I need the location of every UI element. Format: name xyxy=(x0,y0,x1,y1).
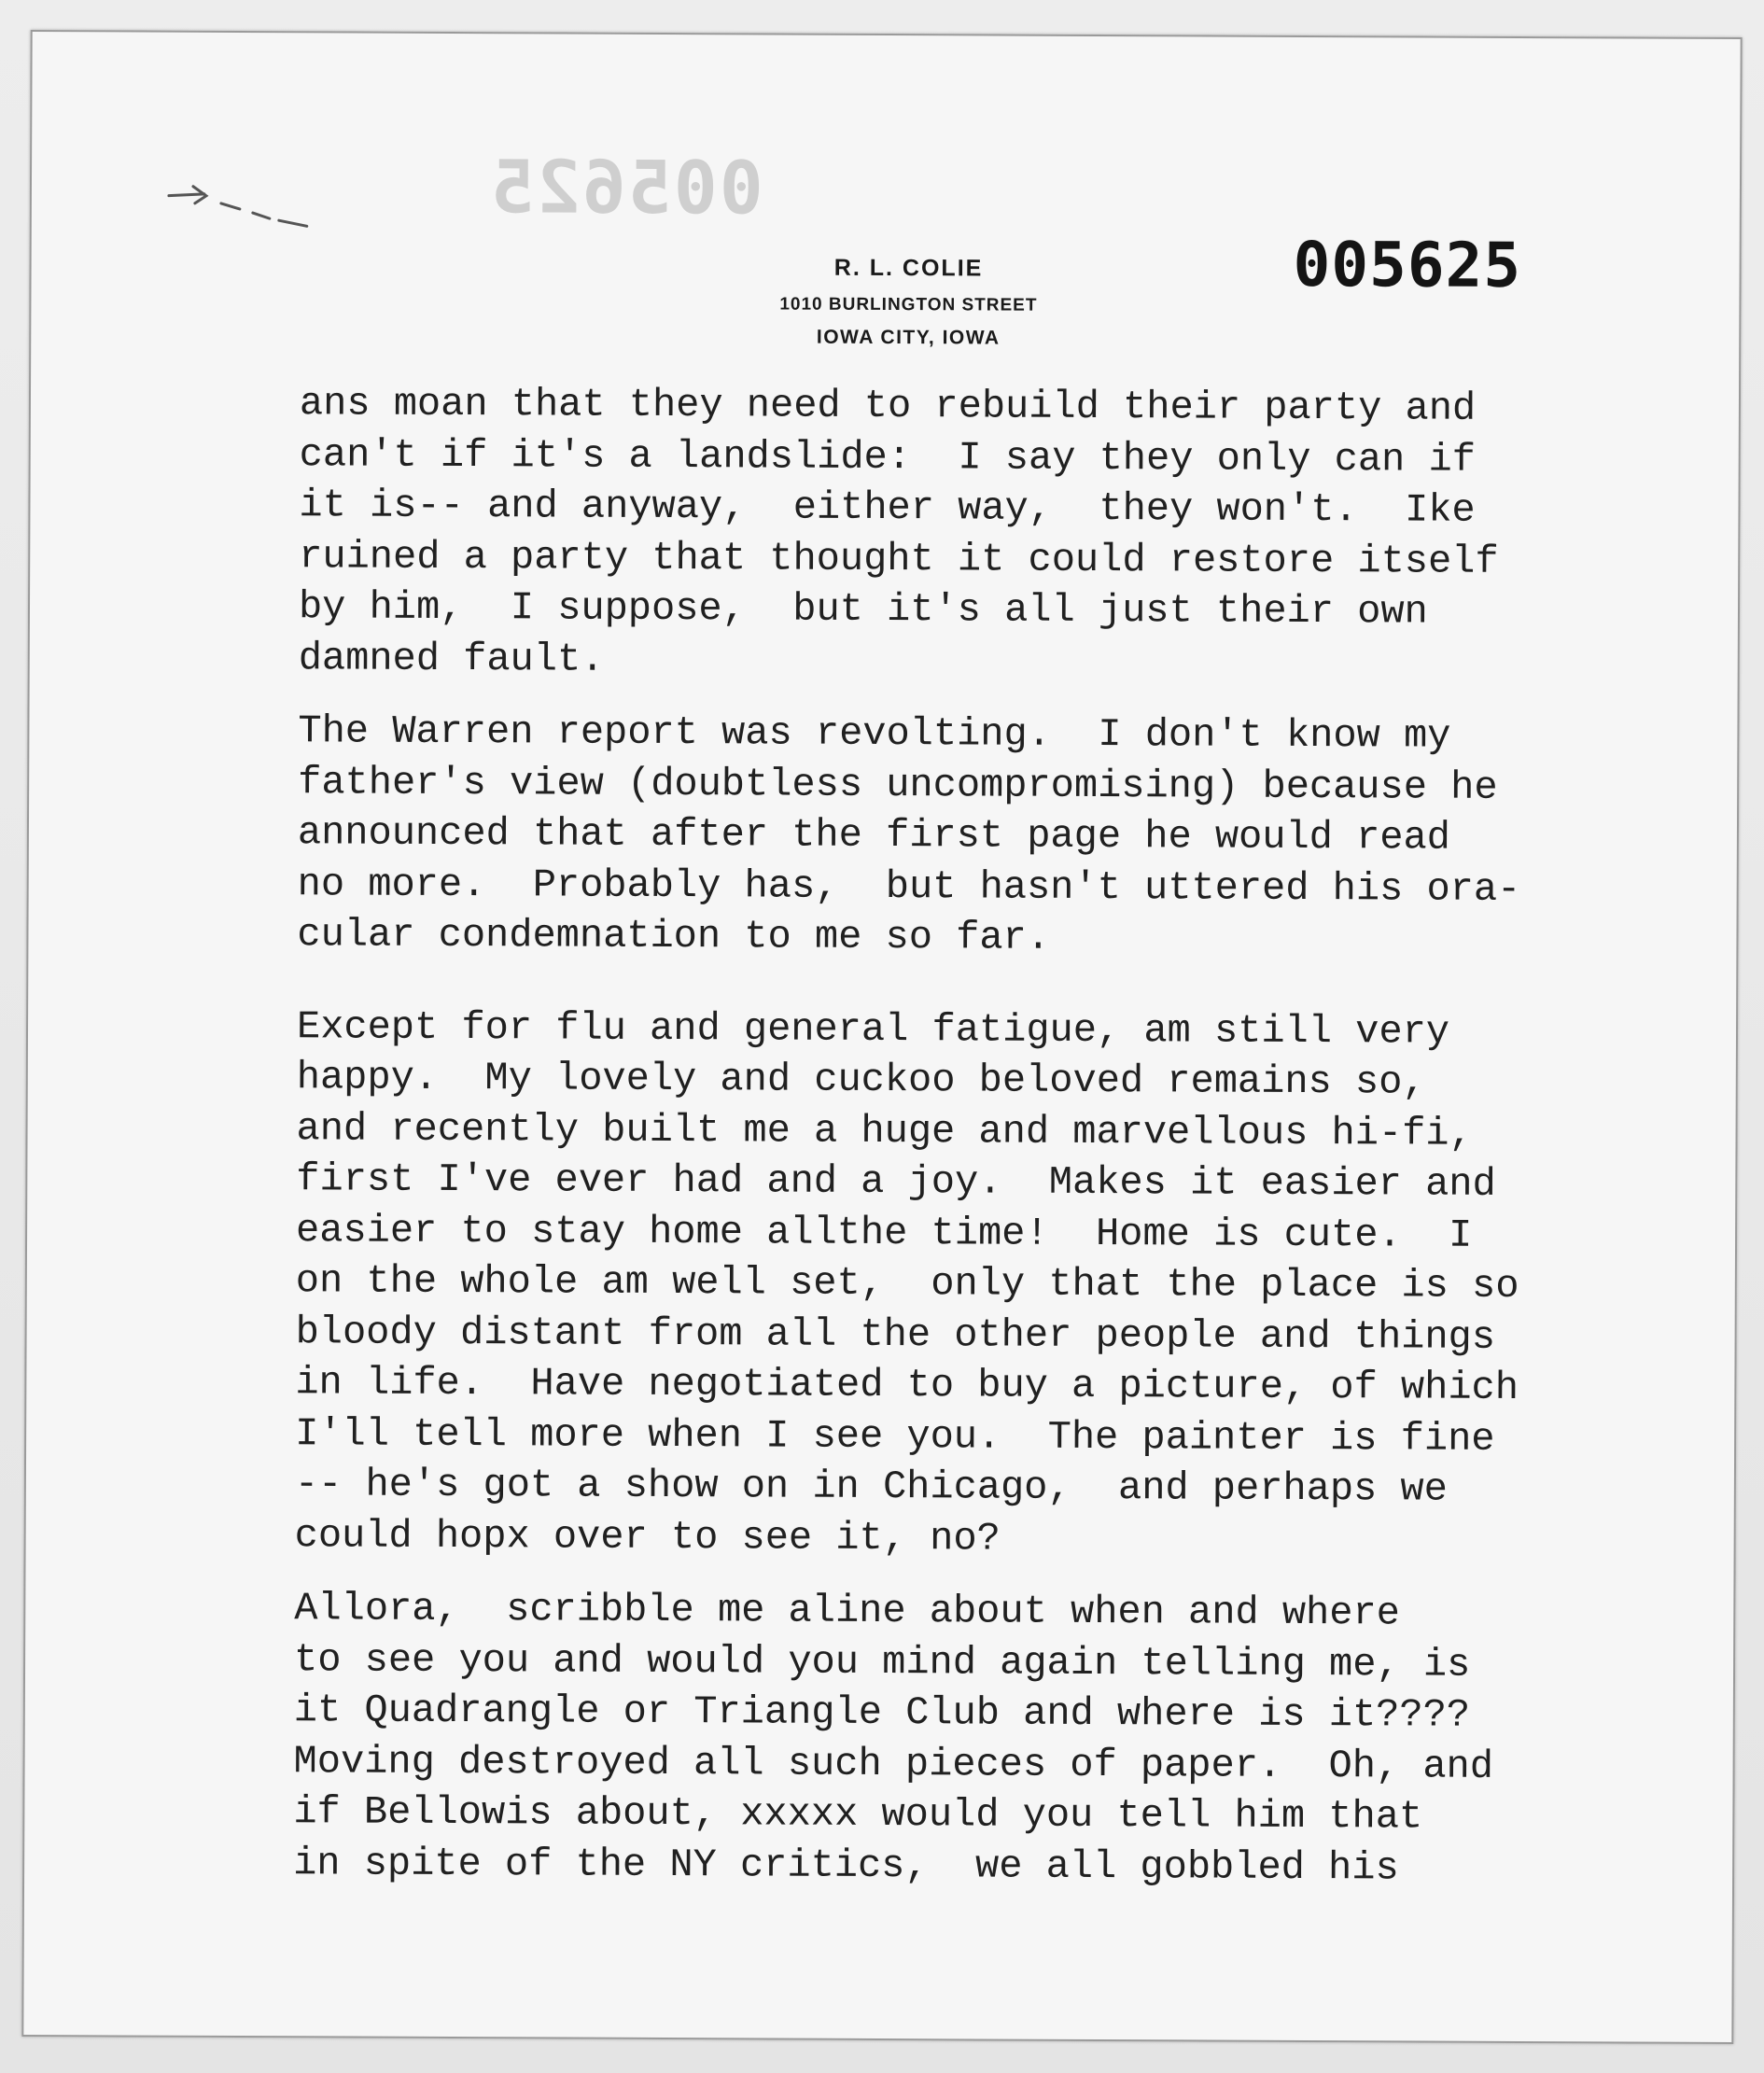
text-line: bloody distant from all the other people and things xyxy=(295,1309,1496,1360)
text-line: cular condemnation to me so far. xyxy=(297,912,1051,960)
text-line: can't if it's a landslide: I say they only can if xyxy=(299,431,1477,483)
bleed-through-number: 005625 xyxy=(488,146,763,231)
text-line: and recently built me a huge and marvellous hi-fi, xyxy=(296,1105,1473,1156)
text-line: it Quadrangle or Triangle Club and where is it???? xyxy=(293,1688,1471,1738)
text-line: -- he's got a show on in Chicago, and perhaps we xyxy=(294,1462,1449,1512)
text-line: happy. My lovely and cuckoo beloved remains so, xyxy=(296,1055,1426,1105)
text-line: in spite of the NY critics, we all gobbled his xyxy=(293,1840,1399,1890)
document-number-stamp: 005625 xyxy=(1293,228,1522,301)
text-line: Allora, scribble me aline about when and where xyxy=(294,1586,1401,1636)
text-line: could hopx over to see it, no? xyxy=(294,1512,1001,1562)
letterhead xyxy=(703,254,1113,350)
text-line: in life. Have negotiated to buy a picture, of which xyxy=(295,1360,1519,1410)
letterhead-street: 1010 BURLINGTON STREET xyxy=(779,294,1038,315)
text-line: no more. Probably has, but hasn't uttered his ora- xyxy=(297,861,1521,912)
letterhead-city: IOWA CITY, IOWA xyxy=(816,326,1001,349)
pen-mark xyxy=(167,177,316,234)
text-line: The Warren report was revolting. I don't know my xyxy=(298,708,1451,759)
text-line: to see you and would you mind again telling me, is xyxy=(293,1636,1471,1688)
text-line: father's view (doubtless uncompromising) because he xyxy=(298,759,1498,810)
text-line: on the whole am well set, only that the place is so xyxy=(295,1258,1519,1309)
text-line: Except for flu and general fatigue, am still very xyxy=(296,1003,1450,1055)
text-line: it is-- and anyway, either way, they won't. Ike xyxy=(299,483,1476,533)
letterhead-name: R. L. COLIE xyxy=(833,254,984,282)
text-line: by him, I suppose, but it's all just their own xyxy=(298,584,1428,635)
paragraph-2 xyxy=(297,706,1754,966)
text-line: I'll tell more when I see you. The painter is fine xyxy=(295,1410,1495,1462)
letter-body xyxy=(293,378,1756,1917)
paragraph-3 xyxy=(295,1001,1754,1567)
text-line: first I've ever had and a joy. Makes it easier and xyxy=(296,1156,1496,1207)
text-line: easier to stay home allthe time! Home is cute. I xyxy=(295,1207,1473,1258)
text-line: Moving destroyed all such pieces of paper. Oh, and xyxy=(293,1738,1494,1789)
paragraph-4 xyxy=(293,1583,1750,1895)
text-line: ruined a party that thought it could restore itself xyxy=(299,533,1499,584)
text-line: ans moan that they need to rebuild their party and xyxy=(299,381,1477,431)
paragraph-1 xyxy=(299,378,1756,690)
text-line: announced that after the first page he would read xyxy=(297,810,1451,861)
letter-page xyxy=(21,30,1742,2044)
text-line: if Bellowis about, xxxxx would you tell him that xyxy=(293,1789,1423,1840)
text-line: damned fault. xyxy=(298,635,605,682)
